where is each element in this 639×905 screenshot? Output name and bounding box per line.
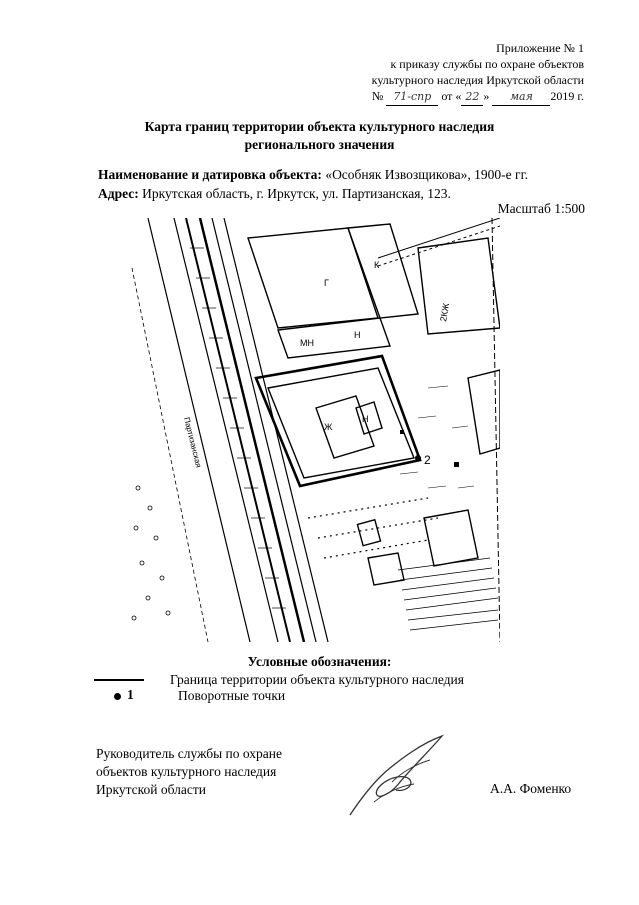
order-number: 71-спр: [386, 89, 438, 106]
legend-point-number: 1: [127, 687, 134, 702]
order-day: 22: [461, 89, 483, 106]
turning-point: [415, 455, 421, 461]
object-info: [98, 165, 528, 203]
object-address-row: [98, 184, 528, 203]
signatory-line3: Иркутской области: [96, 782, 207, 797]
object-address-value: Иркутская область, г. Иркутск, ул. Партизанская, 123.: [138, 186, 451, 201]
object-name-label: Наименование и датировка объекта:: [98, 167, 322, 182]
map-label-street: Партизанская: [182, 416, 204, 469]
title-line1: Карта границ территории объекта культурного наследия: [144, 119, 495, 134]
legend-boundary-line: [94, 679, 144, 681]
map-label-g: Г: [324, 278, 329, 288]
legend-point-icon: [114, 693, 121, 700]
order-no-prefix: №: [371, 89, 384, 103]
order-month: мая: [492, 89, 550, 106]
map-label-n2: Н: [354, 330, 361, 340]
appendix-title: Приложение № 1: [496, 41, 584, 55]
signatory-title: [96, 745, 282, 799]
legend-boundary-label: Граница территории объекта культурного наследия: [170, 672, 464, 687]
page-title: [0, 118, 639, 154]
object-address-label: Адрес:: [98, 186, 139, 201]
map-label-k: К: [374, 260, 380, 270]
object-name-row: [98, 165, 528, 184]
signatory-line1: Руководитель службы по охране: [96, 746, 283, 761]
site-map: [128, 218, 500, 642]
appendix-header: [372, 40, 584, 106]
signatory-line2: объектов культурного наследия: [96, 764, 277, 779]
signatory-name: А.А. Фоменко: [490, 781, 572, 796]
appendix-line2: к приказу службы по охране объектов: [390, 57, 584, 71]
map-label-zh: Ж: [324, 422, 333, 432]
order-day-suffix: »: [483, 89, 490, 103]
order-year: 2019 г.: [550, 89, 584, 103]
map-label-mn: МН: [300, 338, 314, 348]
order-from-prefix: от «: [441, 89, 462, 103]
map-label-2kzh: 2КЖ: [438, 302, 452, 323]
appendix-line3: культурного наследия Иркутской области: [371, 73, 584, 87]
order-line: [372, 88, 584, 106]
object-name-value: «Особняк Извозщикова», 1900-е гг.: [321, 167, 528, 182]
title-line2: регионального значения: [244, 137, 395, 152]
map-scale: Масштаб 1:500: [497, 201, 585, 216]
legend-title: Условные обозначения:: [247, 654, 392, 669]
turning-point-label: 2: [424, 453, 431, 467]
map-label-n: Н: [362, 414, 369, 424]
legend-points-label: Поворотные точки: [178, 688, 286, 703]
handwritten-signature: [330, 730, 460, 820]
